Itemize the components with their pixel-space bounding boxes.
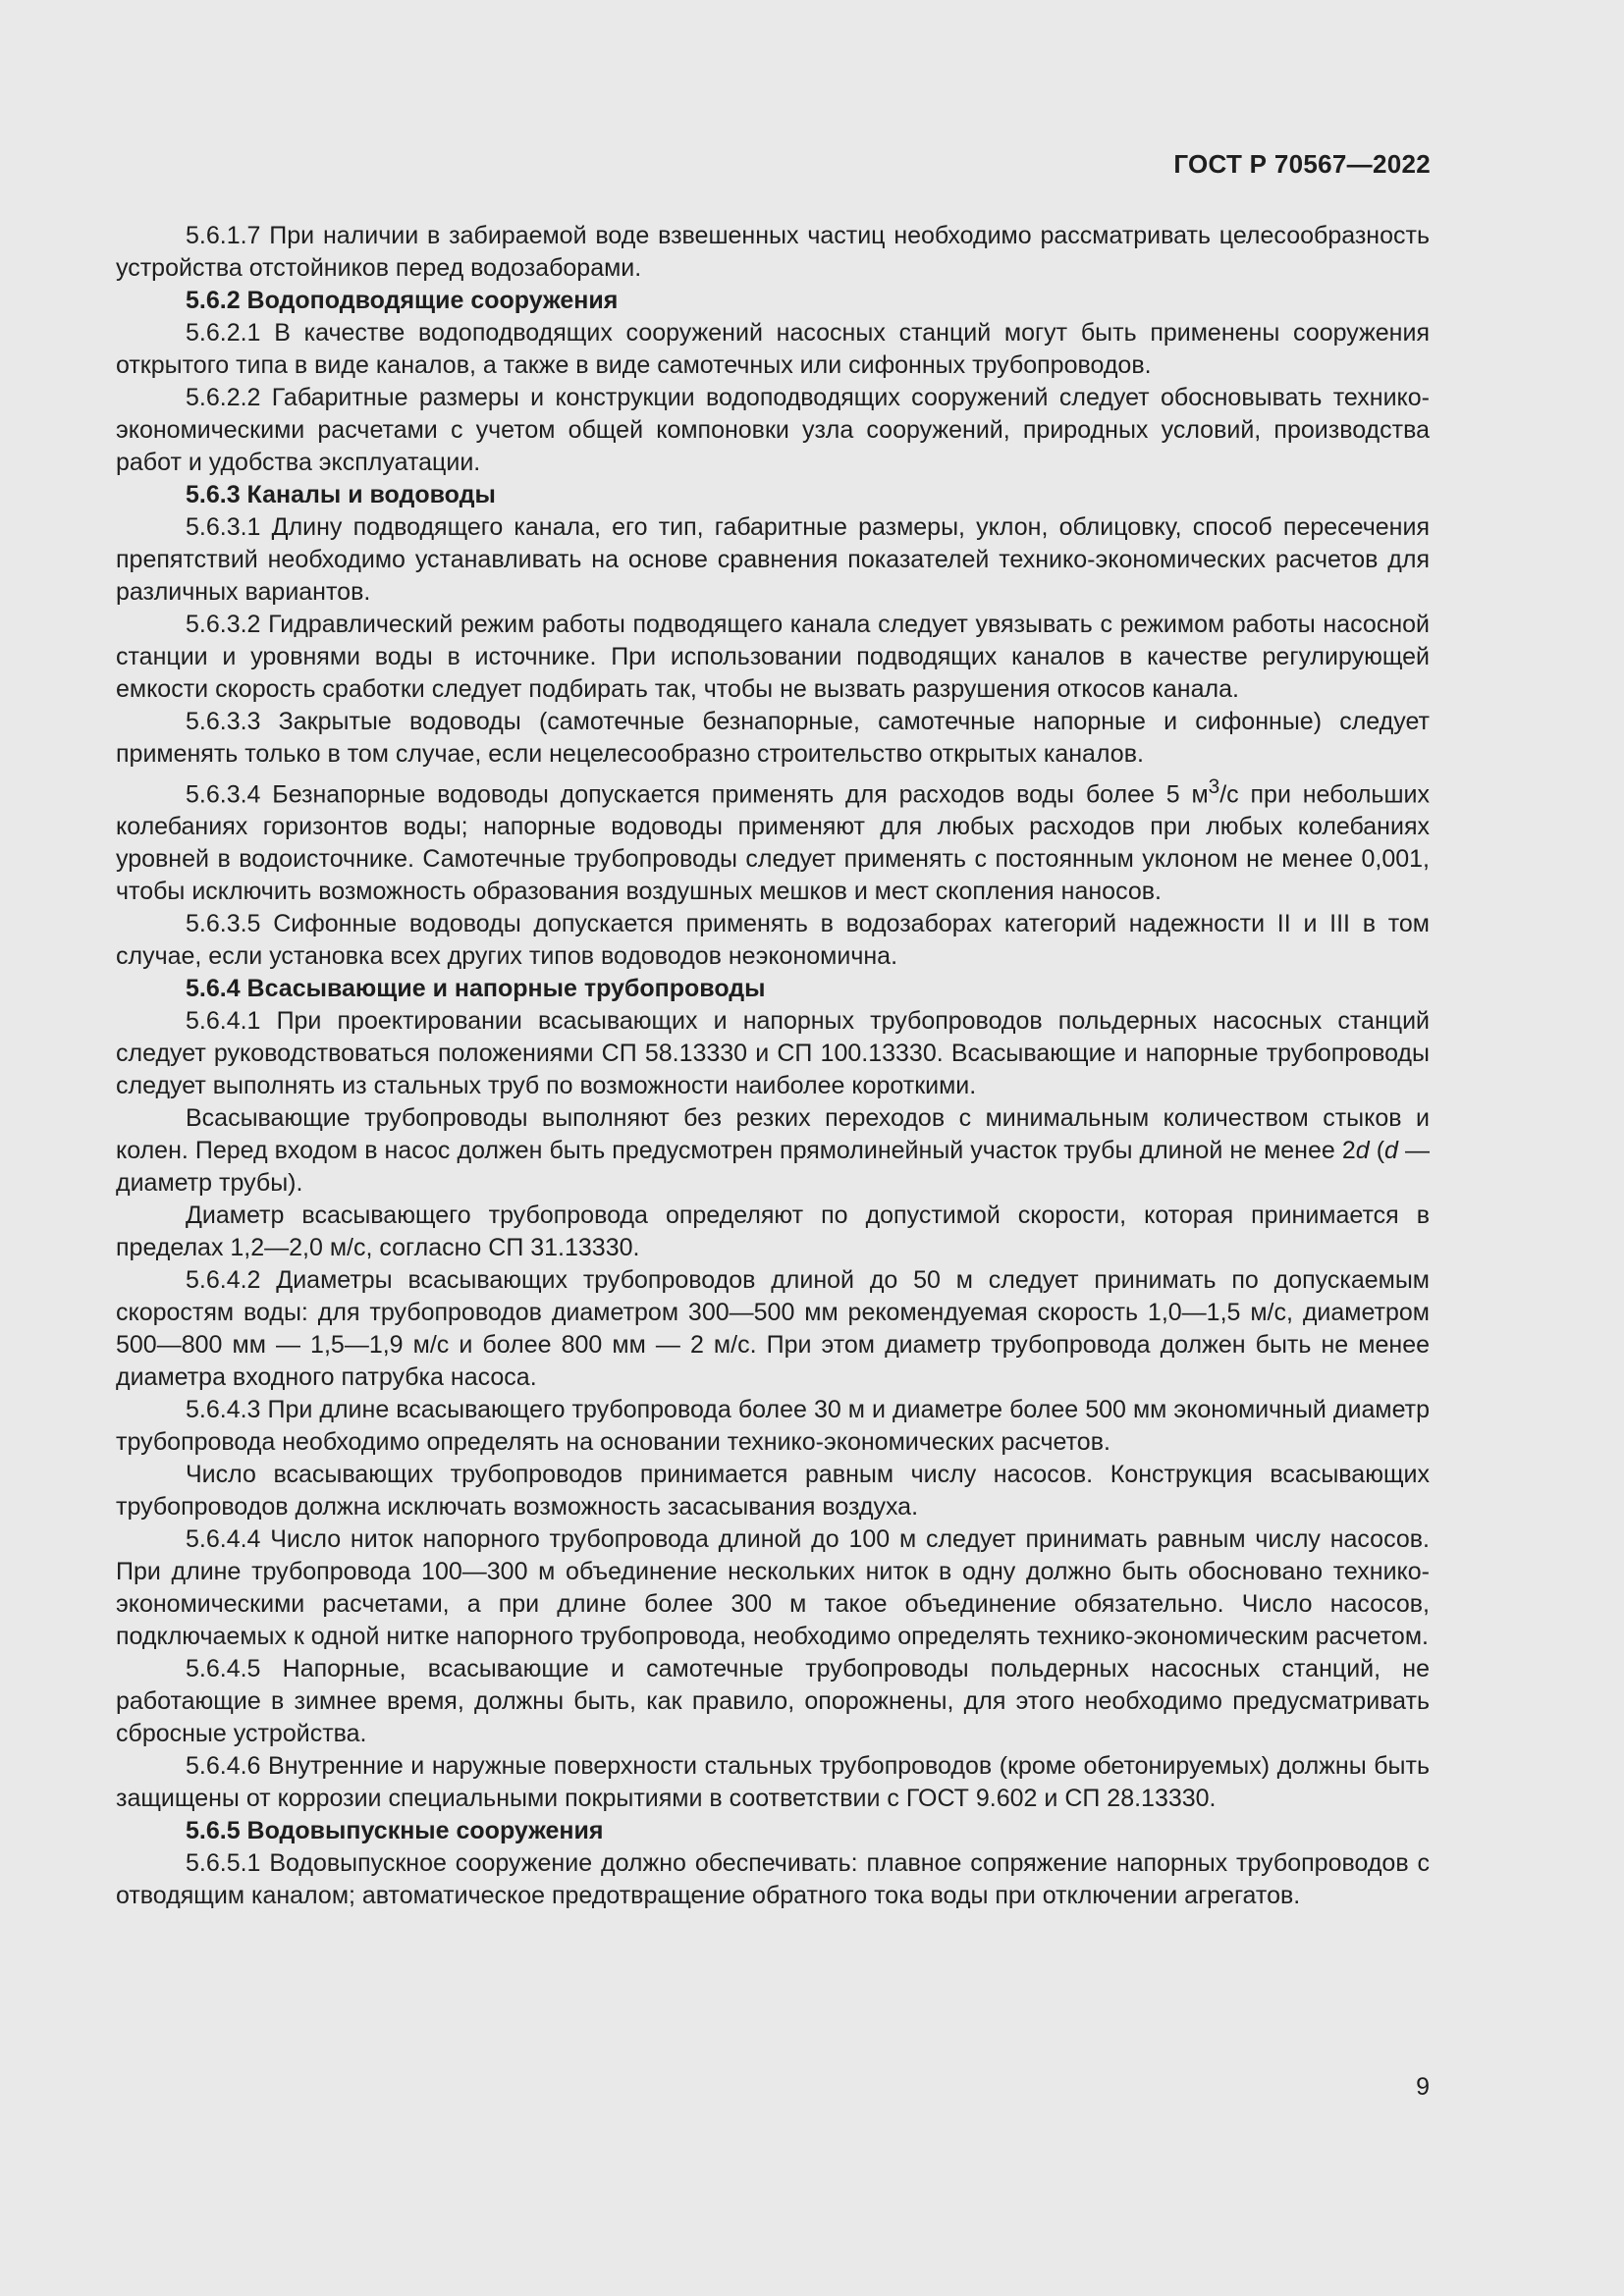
paragraph-5-6-3-4-start: 5.6.3.4 Безнапорные водоводы допускается применять для расходов воды более 5 м <box>186 780 1209 809</box>
paragraph-5-6-3-5: 5.6.3.5 Сифонные водоводы допускается применять в водозаборах категорий надежности II и III в том случае, если установка всех других типов водоводов неэкономична. <box>116 910 1430 971</box>
paragraph-5-6-3-4 <box>116 771 1430 908</box>
paragraph-5-6-3-3: 5.6.3.3 Закрытые водоводы (самотечные безнапорные, самотечные напорные и сифонные) следует применять только в том случае, если нецелесообразно строительство открытых каналов. <box>116 708 1430 768</box>
paragraph-5-6-2-1: 5.6.2.1 В качестве водоподводящих сооружений насосных станций могут быть применены сооружения открытого типа в виде каналов, а также в виде самотечных или сифонных трубопроводов. <box>116 319 1430 379</box>
paragraph-5-6-3-1: 5.6.3.1 Длину подводящего канала, его тип, габаритные размеры, уклон, облицовку, способ пересечения препятствий необходимо устанавливать на основе сравнения показателей технико-экономических расчетов для различных вариантов. <box>116 513 1430 606</box>
superscript-cubic: 3 <box>1208 775 1220 798</box>
paragraph-5-6-4-1-suction <box>116 1102 1430 1200</box>
paragraph-5-6-4-4: 5.6.4.4 Число ниток напорного трубопровода длиной до 100 м следует принимать равным числу насосов. При длине трубопровода 100—300 м объединение нескольких ниток в одну должно быть обосновано технико-экономическими расчетами, а при длине более 300 м такое объединение обязательно. Число насосов, подключаемых к одной нитке напорного трубопровода, необходимо определять технико-экономическим расчетом. <box>116 1525 1430 1651</box>
paragraph-5-6-4-2: 5.6.4.2 Диаметры всасывающих трубопроводов длиной до 50 м следует принимать по допускаемым скоростям воды: для трубопроводов диаметром 300—500 мм рекомендуемая скорость 1,0—1,5 м/с, диаметром 500—800 мм — 1,5—1,9 м/с и более 800 мм — 2 м/с. При этом диаметр трубопровода должен быть не менее диаметра входного патрубка насоса. <box>116 1266 1430 1392</box>
document-body <box>116 220 1430 1912</box>
suction-text-end: — диаметр трубы). <box>116 1137 1430 1198</box>
paragraph-5-6-4-1: 5.6.4.1 При проектировании всасывающих и напорных трубопроводов польдерных насосных станций следует руководствоваться положениями СП 58.13330 и СП 100.13330. Всасывающие и напорные трубопроводы следует выполнять из стальных труб по возможности наиболее короткими. <box>116 1007 1430 1100</box>
paragraph-5-6-4-5: 5.6.4.5 Напорные, всасывающие и самотечные трубопроводы польдерных насосных станций, не работающие в зимнее время, должны быть, как правило, опорожнены, для этого необходимо предусматривать сбросные устройства. <box>116 1655 1430 1748</box>
section-heading-5-6-3: 5.6.3 Каналы и водоводы <box>186 481 496 508</box>
section-heading-5-6-5: 5.6.5 Водовыпускные сооружения <box>186 1817 604 1845</box>
document-code: ГОСТ Р 70567—2022 <box>1173 149 1431 179</box>
paragraph-5-6-4-6: 5.6.4.6 Внутренние и наружные поверхности стальных трубопроводов (кроме обетонируемых) должны быть защищены от коррозии специальными покрытиями в соответствии с ГОСТ 9.602 и СП 28.13330. <box>116 1752 1430 1813</box>
paragraph-5-6-4-3-count: Число всасывающих трубопроводов принимается равным числу насосов. Конструкция всасывающих трубопроводов должна исключать возможность засасывания воздуха. <box>116 1461 1430 1522</box>
paragraph-5-6-3-2: 5.6.3.2 Гидравлический режим работы подводящего канала следует увязывать с режимом работы насосной станции и уровнями воды в источнике. При использовании подводящих каналов в качестве регулирующей емкости скорость сработки следует подбирать так, чтобы не вызвать разрушения откосов канала. <box>116 611 1430 703</box>
suction-text-mid: ( <box>1369 1137 1385 1165</box>
italic-d-2: d <box>1384 1137 1398 1165</box>
suction-text-start: Всасывающие трубопроводы выполняют без резких переходов с минимальным количеством стыков и колен. Перед входом в насос должен быть предусмотрен прямолинейный участок трубы длиной не менее 2 <box>116 1104 1430 1165</box>
section-heading-5-6-4: 5.6.4 Всасывающие и напорные трубопроводы <box>186 975 766 1003</box>
paragraph-5-6-4-1-diameter: Диаметр всасывающего трубопровода определяют по допустимой скорости, которая принимается в пределах 1,2—2,0 м/с, согласно СП 31.13330. <box>116 1201 1430 1262</box>
paragraph-5-6-4-3: 5.6.4.3 При длине всасывающего трубопровода более 30 м и диаметре более 500 мм экономичный диаметр трубопровода необходимо определять на основании технико-экономических расчетов. <box>116 1396 1430 1457</box>
paragraph-5-6-5-1: 5.6.5.1 Водовыпускное сооружение должно обеспечивать: плавное сопряжение напорных трубопроводов с отводящим каналом; автоматическое предотвращение обратного тока воды при отключении агрегатов. <box>116 1849 1430 1910</box>
section-heading-5-6-2: 5.6.2 Водоподводящие сооружения <box>186 287 619 314</box>
paragraph-5-6-1-7: 5.6.1.7 При наличии в забираемой воде взвешенных частиц необходимо рассматривать целесообразность устройства отстойников перед водозаборами. <box>116 222 1430 282</box>
page-number: 9 <box>1416 2073 1430 2101</box>
paragraph-5-6-3-4-end: /с при небольших колебаниях горизонтов воды; напорные водоводы применяют для любых расходов при любых колебаниях уровней в водоисточнике. Самотечные трубопроводы следует применять с постоянным уклоном не менее 0,001, чтобы исключить возможность образования воздушных мешков и мест скопления наносов. <box>116 780 1430 906</box>
italic-d-1: d <box>1355 1137 1370 1165</box>
paragraph-5-6-2-2: 5.6.2.2 Габаритные размеры и конструкции водоподводящих сооружений следует обосновывать технико-экономическими расчетами с учетом общей компоновки узла сооружений, природных условий, производства работ и удобства эксплуатации. <box>116 384 1430 476</box>
